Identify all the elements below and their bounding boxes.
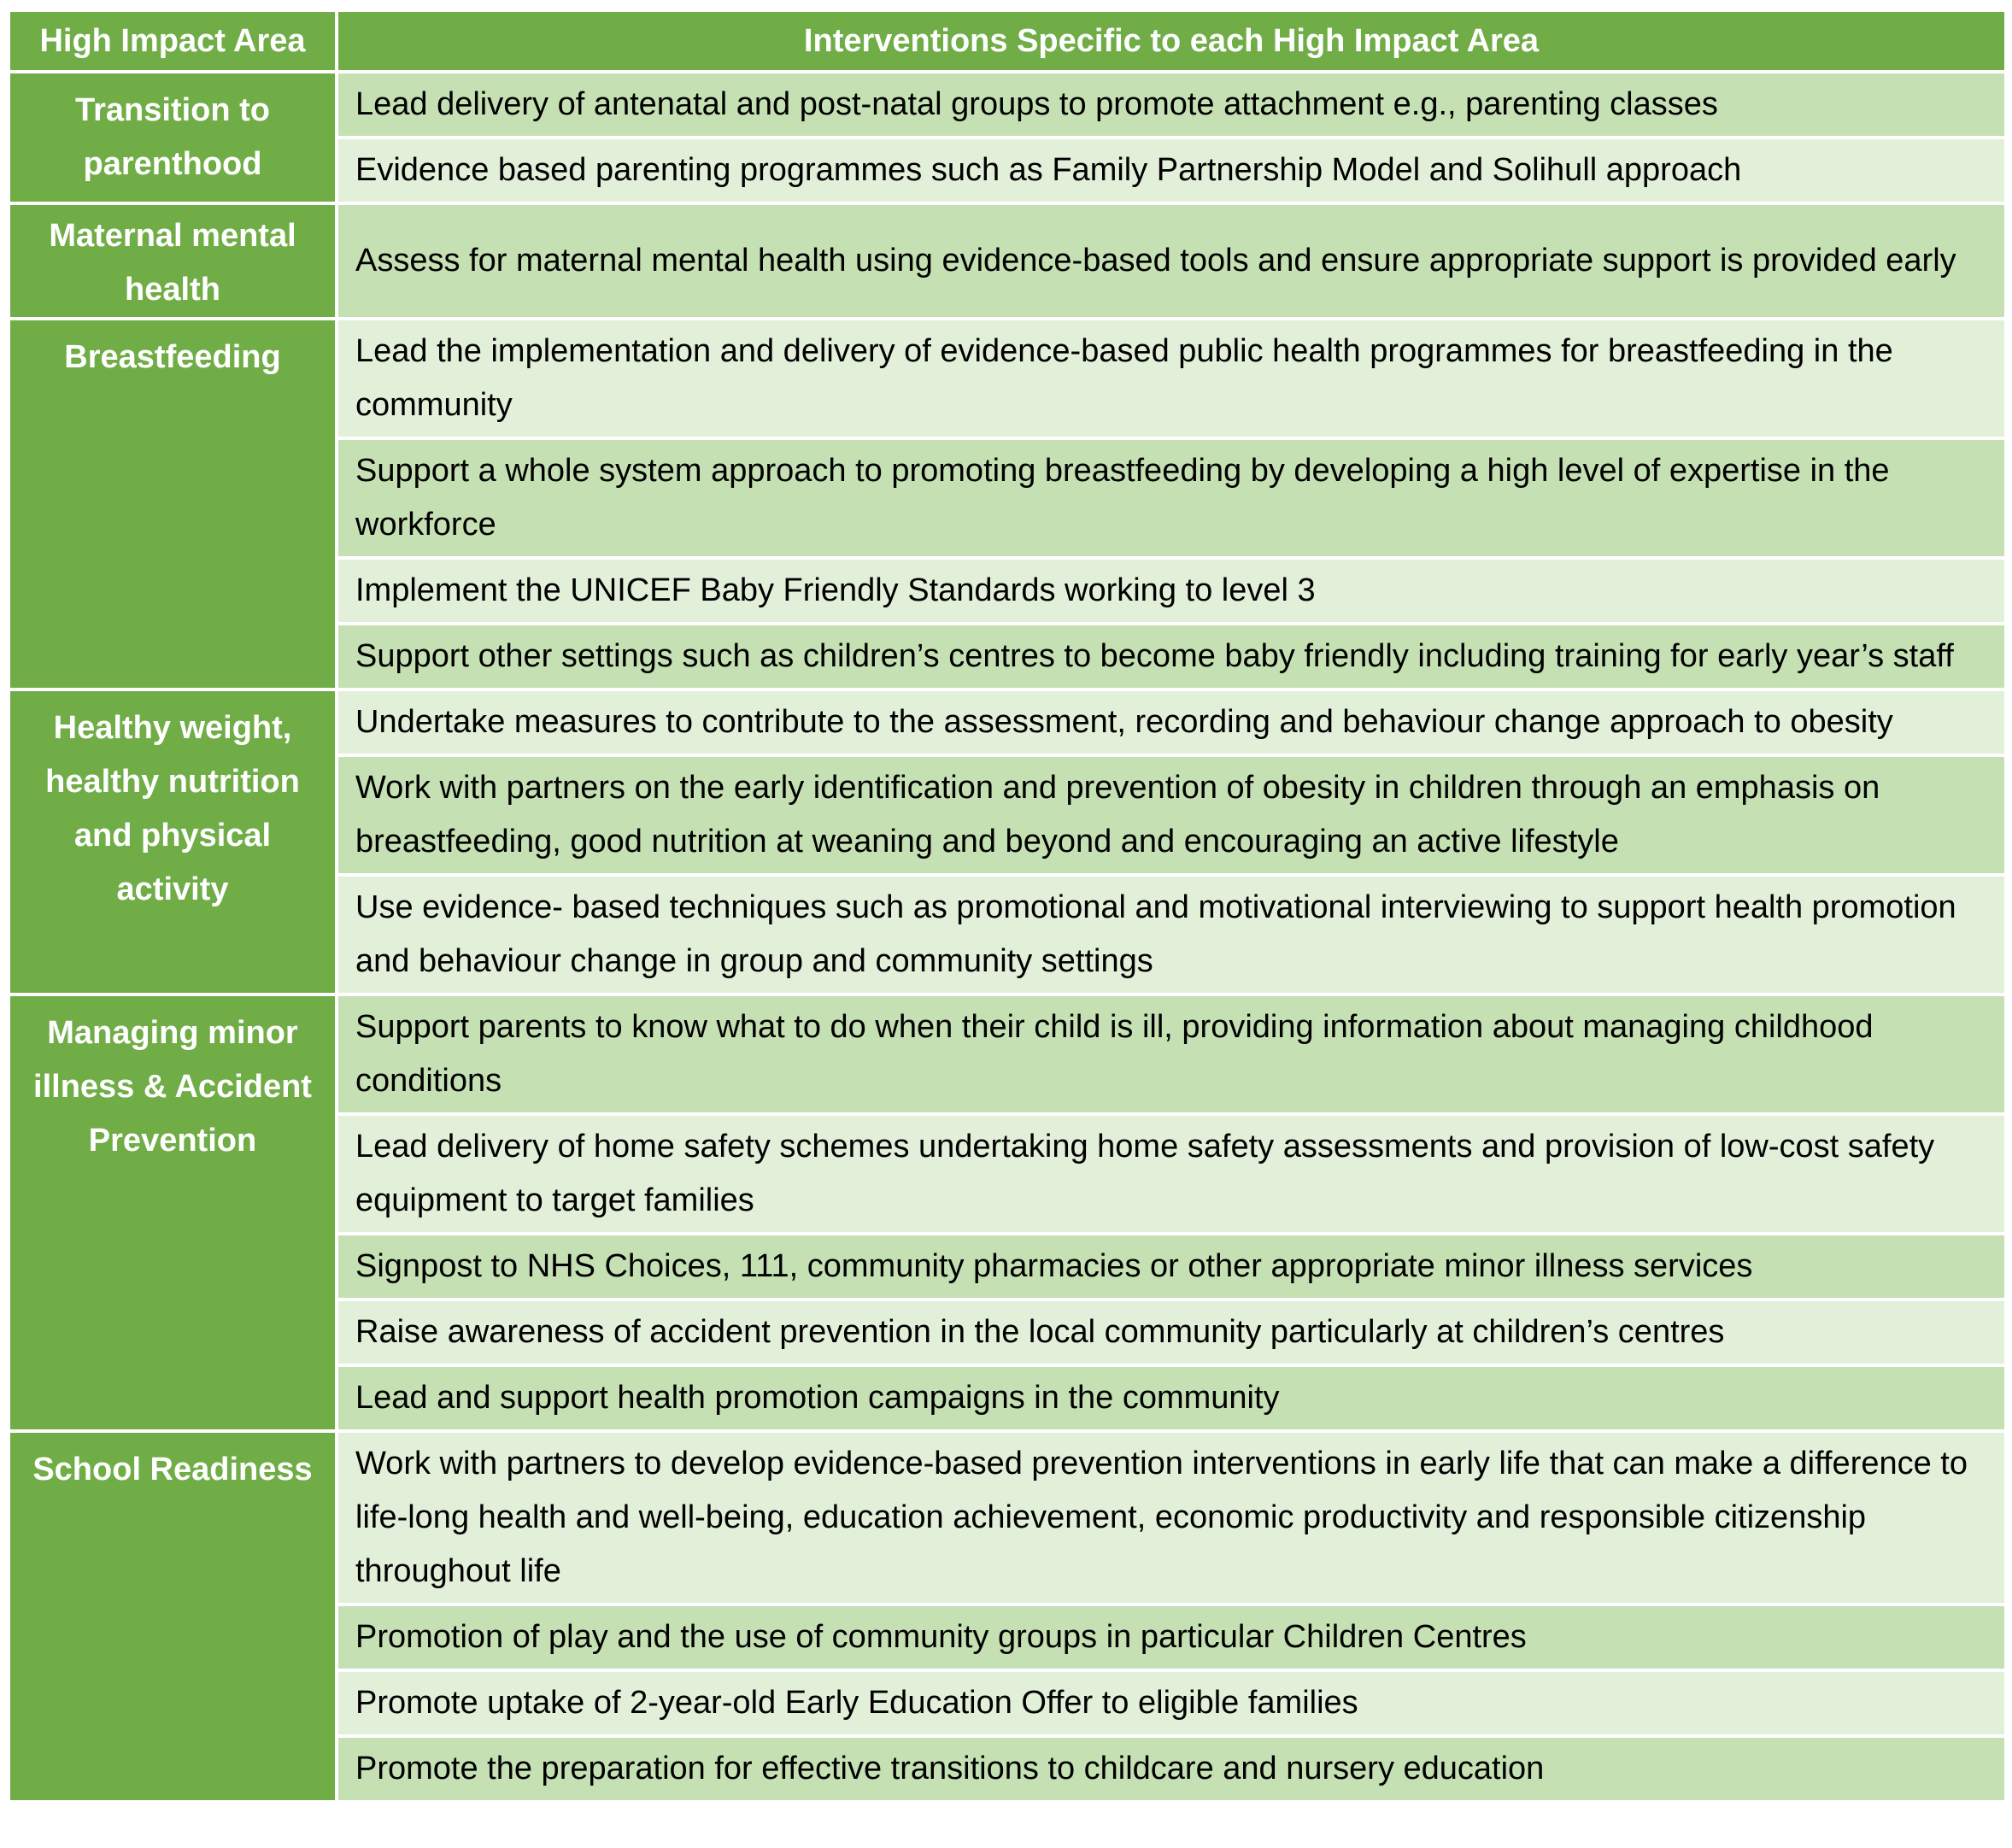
intervention-cell: Evidence based parenting programmes such as Family Partnership Model and Solihull approach [337, 138, 2006, 203]
area-managing-minor-illness: Managing minor illness & Accident Prevention [9, 994, 337, 1431]
intervention-cell: Work with partners to develop evidence-based prevention interventions in early life that can make a difference to life-long health and well-being, education achievement, economic productivity and responsible citizenship throughout life [337, 1431, 2006, 1605]
table-row [9, 689, 2006, 755]
intervention-cell: Lead delivery of home safety schemes undertaking home safety assessments and provision of low-cost safety equipment to target families [337, 1114, 2006, 1234]
intervention-cell: Implement the UNICEF Baby Friendly Standards working to level 3 [337, 558, 2006, 624]
intervention-cell: Lead delivery of antenatal and post-natal groups to promote attachment e.g., parenting classes [337, 72, 2006, 138]
table-row [9, 203, 2006, 319]
intervention-cell: Promote the preparation for effective transitions to childcare and nursery education [337, 1736, 2006, 1802]
intervention-cell: Signpost to NHS Choices, 111, community pharmacies or other appropriate minor illness services [337, 1234, 2006, 1299]
intervention-cell: Lead the implementation and delivery of evidence-based public health programmes for breastfeeding in the community [337, 319, 2006, 438]
header-high-impact-area: High Impact Area [9, 10, 337, 72]
area-breastfeeding: Breastfeeding [9, 319, 337, 689]
intervention-cell: Support other settings such as children’s centres to become baby friendly including training for early year’s staff [337, 624, 2006, 689]
intervention-cell: Support parents to know what to do when their child is ill, providing information about managing childhood conditions [337, 994, 2006, 1114]
intervention-cell: Support a whole system approach to promoting breastfeeding by developing a high level of expertise in the workforce [337, 438, 2006, 558]
table-row [9, 72, 2006, 138]
area-transition-to-parenthood: Transition to parenthood [9, 72, 337, 203]
area-school-readiness: School Readiness [9, 1431, 337, 1802]
header-row [9, 10, 2006, 72]
table-row [9, 994, 2006, 1114]
intervention-cell: Work with partners on the early identification and prevention of obesity in children through an emphasis on breastfeeding, good nutrition at weaning and beyond and encouraging an active lifestyle [337, 755, 2006, 875]
header-interventions: Interventions Specific to each High Impact Area [337, 10, 2006, 72]
table-row [9, 1431, 2006, 1605]
intervention-cell: Assess for maternal mental health using evidence-based tools and ensure appropriate support is provided early [337, 203, 2006, 319]
area-healthy-weight: Healthy weight, healthy nutrition and physical activity [9, 689, 337, 994]
intervention-cell: Use evidence- based techniques such as promotional and motivational interviewing to support health promotion and behaviour change in group and community settings [337, 875, 2006, 994]
intervention-cell: Raise awareness of accident prevention in the local community particularly at children’s centres [337, 1299, 2006, 1365]
high-impact-table [7, 9, 2008, 1804]
intervention-cell: Promotion of play and the use of community groups in particular Children Centres [337, 1605, 2006, 1670]
intervention-cell: Undertake measures to contribute to the assessment, recording and behaviour change approach to obesity [337, 689, 2006, 755]
intervention-cell: Promote uptake of 2-year-old Early Education Offer to eligible families [337, 1670, 2006, 1736]
area-maternal-mental-health: Maternal mental health [9, 203, 337, 319]
table-row [9, 319, 2006, 438]
intervention-cell: Lead and support health promotion campaigns in the community [337, 1365, 2006, 1431]
